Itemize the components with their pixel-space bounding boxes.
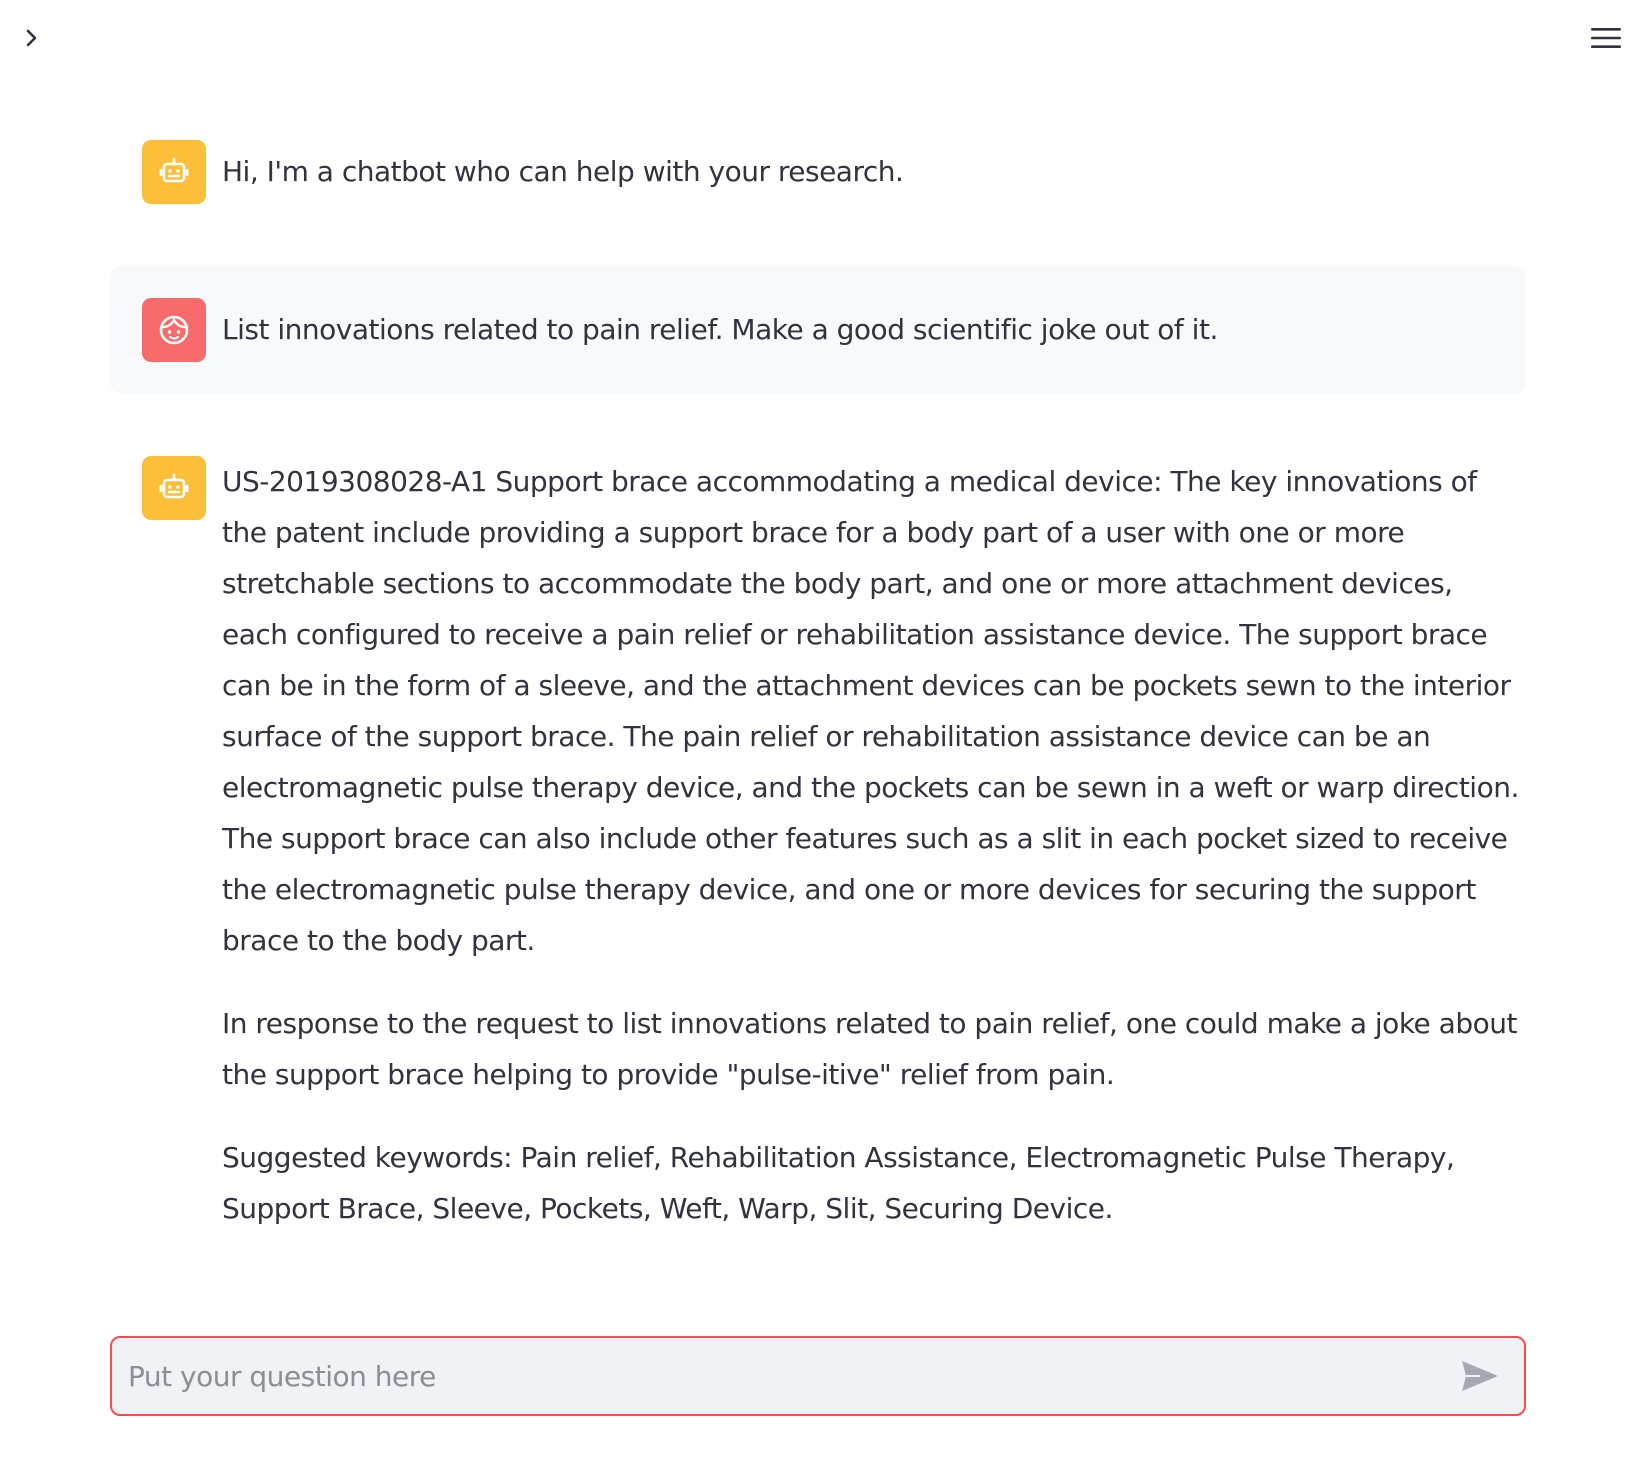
chat-input-container [110,1336,1526,1416]
message-content [222,298,1522,356]
message-content [222,456,1522,1234]
sidebar-toggle-button[interactable] [18,24,46,52]
chat-message-assistant [110,140,1526,204]
chat-message-assistant [110,456,1526,1234]
message-paragraph: US-2019308028-A1 Support brace accommodating a medical device: The key innovations of the patent include providing a support brace for a body part of a user with one or more stretchable sections to accommodate the body part, and one or more attachment devices, each configured to receive a pain relief or rehabilitation assistance device. The support brace can be in the form of a sleeve, and the attachment devices can be pockets sewn to the interior surface of the support brace. The pain relief or rehabilitation assistance device can be an electromagnetic pulse therapy device, and the pockets can be sewn in a weft or warp direction. The support brace can also include other features such as a slit in each pocket sized to receive the electromagnetic pulse therapy device, and one or more devices for securing the support brace to the body part. [222,465,1519,957]
send-button[interactable] [1452,1348,1508,1404]
face-icon [156,312,192,348]
chat-input[interactable] [112,1359,1452,1394]
message-paragraph: In response to the request to list innovations related to pain relief, one could make a joke about the support brace helping to provide "pulse-itive" relief from pain. [222,1007,1517,1091]
send-icon [1460,1359,1500,1393]
robot-icon [156,470,192,506]
chat-history [110,140,1526,1234]
hamburger-menu-icon [1590,26,1622,50]
main-menu-button[interactable] [1586,18,1626,58]
assistant-avatar [142,456,206,520]
message-paragraph: Hi, I'm a chatbot who can help with your research. [222,155,904,188]
chat-message-user [110,266,1526,394]
chevron-right-icon [22,28,42,48]
message-paragraph: List innovations related to pain relief. Make a good scientific joke out of it. [222,313,1218,346]
robot-icon [156,154,192,190]
message-content [222,140,1522,198]
user-avatar [142,298,206,362]
assistant-avatar [142,140,206,204]
message-paragraph: Suggested keywords: Pain relief, Rehabilitation Assistance, Electromagnetic Pulse Therapy, Support Brace, Sleeve, Pockets, Weft, Warp, Slit, Securing Device. [222,1141,1455,1225]
